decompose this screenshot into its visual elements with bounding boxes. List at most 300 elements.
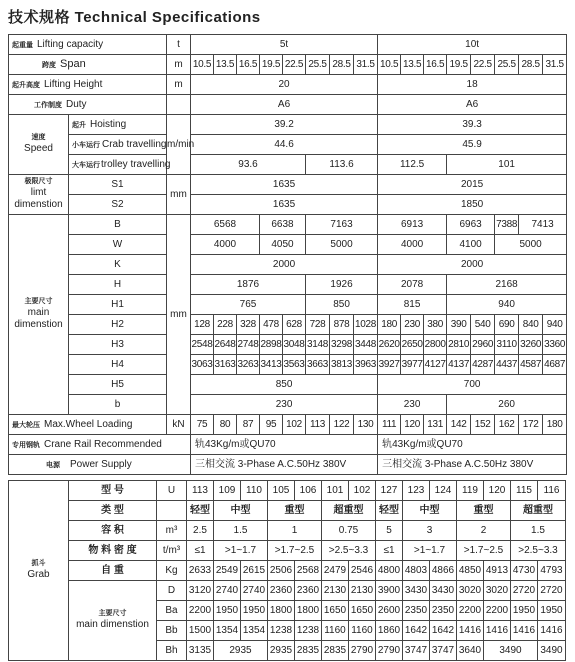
- table-cell: 116: [538, 481, 566, 501]
- table-cell: 2633: [187, 561, 214, 581]
- table-cell: 2200: [457, 601, 484, 621]
- table-cell: U: [157, 481, 187, 501]
- table-cell: b: [69, 395, 167, 415]
- table-cell: m: [167, 55, 191, 75]
- table-cell: 2960: [471, 335, 495, 355]
- table-cell: 4793: [538, 561, 566, 581]
- table-cell: 478: [260, 315, 283, 335]
- table-cell: Bb: [157, 621, 187, 641]
- table-cell: 轨43Kg/m或QU70: [191, 435, 378, 455]
- table-cell: 轻型: [376, 501, 403, 521]
- table-cell: 2648: [214, 335, 237, 355]
- table-cell: 2360: [268, 581, 295, 601]
- table-cell: 2620: [378, 335, 401, 355]
- table-cell: >1.7~2.5: [268, 541, 322, 561]
- table-cell: 3640: [457, 641, 484, 661]
- table-cell: 142: [447, 415, 471, 435]
- table-cell: 2790: [376, 641, 403, 661]
- table-cell: 80: [214, 415, 237, 435]
- table-cell: mm: [167, 175, 191, 215]
- table-cell: Ba: [157, 601, 187, 621]
- table-cell: 1238: [295, 621, 322, 641]
- cell-label: 大车运行: [72, 161, 100, 169]
- table-cell: 22.5: [283, 55, 306, 75]
- table-cell: 180: [378, 315, 401, 335]
- table-cell: t: [167, 35, 191, 55]
- table-cell: 162: [495, 415, 519, 435]
- table-cell: 1416: [511, 621, 538, 641]
- table-cell: 中型: [403, 501, 457, 521]
- table-cell: 2810: [447, 335, 471, 355]
- table-cell: 2720: [538, 581, 566, 601]
- table-cell: 6568: [191, 215, 260, 235]
- table-cell: 2000: [191, 255, 378, 275]
- table-cell: 2935: [268, 641, 295, 661]
- table-cell: 3900: [376, 581, 403, 601]
- table-cell: 超重型: [322, 501, 376, 521]
- table-cell: H1: [69, 295, 167, 315]
- table-cell: [9, 175, 69, 215]
- table-cell: 1876: [191, 275, 306, 295]
- table-cell: 1950: [241, 601, 268, 621]
- table-cell: 1650: [349, 601, 376, 621]
- table-cell: 5t: [191, 35, 378, 55]
- table-cell: 4100: [447, 235, 495, 255]
- table-cell: 13.5: [214, 55, 237, 75]
- table-cell: 13.5: [401, 55, 424, 75]
- table-cell: [9, 55, 167, 75]
- table-cell: 1500: [187, 621, 214, 641]
- table-cell: 122: [330, 415, 354, 435]
- table-cell: 1416: [538, 621, 566, 641]
- table-cell: 16.5: [237, 55, 260, 75]
- table-cell: 940: [543, 315, 567, 335]
- table-cell: >1~1.7: [403, 541, 457, 561]
- table-cell: 380: [424, 315, 447, 335]
- table-cell: 3490: [538, 641, 566, 661]
- table-cell: S1: [69, 175, 167, 195]
- table-cell: 22.5: [471, 55, 495, 75]
- table-cell: 172: [519, 415, 543, 435]
- table-cell: 878: [330, 315, 354, 335]
- table-cell: 2790: [349, 641, 376, 661]
- table-cell: 4800: [376, 561, 403, 581]
- table-cell: 4287: [471, 355, 495, 375]
- spec-table: [8, 34, 567, 475]
- table-cell: 109: [214, 481, 241, 501]
- cell-label: Speed: [24, 142, 53, 154]
- table-cell: 3927: [378, 355, 401, 375]
- table-cell: 6913: [378, 215, 447, 235]
- table-cell: 3977: [401, 355, 424, 375]
- table-cell: 2740: [241, 581, 268, 601]
- table-cell: 3490: [484, 641, 538, 661]
- cell-label: Span: [60, 58, 86, 70]
- table-cell: 7388: [495, 215, 519, 235]
- table-cell: 2600: [376, 601, 403, 621]
- table-cell: 10.5: [191, 55, 214, 75]
- table-cell: 3063: [191, 355, 214, 375]
- table-cell: 2.5: [187, 521, 214, 541]
- cell-label: 工作制度: [34, 101, 62, 109]
- table-cell: 230: [378, 395, 447, 415]
- grab-row-weight: [9, 561, 566, 581]
- table-cell: 1: [268, 521, 322, 541]
- table-cell: 4000: [191, 235, 260, 255]
- row-power-supply: [9, 455, 567, 475]
- table-cell: 1416: [484, 621, 511, 641]
- table-cell: 1800: [268, 601, 295, 621]
- table-cell: 6963: [447, 215, 495, 235]
- cell-label: 主要尺寸: [24, 298, 53, 306]
- row-h2: [9, 315, 567, 335]
- table-cell: 25.5: [306, 55, 330, 75]
- cell-label: 抓斗: [31, 560, 46, 568]
- table-cell: S2: [69, 195, 167, 215]
- table-cell: 3135: [187, 641, 214, 661]
- table-cell: A6: [378, 95, 567, 115]
- table-cell: 1650: [322, 601, 349, 621]
- table-cell: 7413: [519, 215, 567, 235]
- row-b: [9, 215, 567, 235]
- table-cell: 3663: [306, 355, 330, 375]
- table-cell: 2350: [403, 601, 430, 621]
- table-cell: 三相交流 3-Phase A.C.50Hz 380V: [378, 455, 567, 475]
- table-cell: 152: [471, 415, 495, 435]
- row-lifting-capacity: [9, 35, 567, 55]
- table-cell: 重型: [268, 501, 322, 521]
- table-cell: 28.5: [519, 55, 543, 75]
- table-cell: 2748: [237, 335, 260, 355]
- table-cell: 44.6: [191, 135, 378, 155]
- table-cell: m/min: [167, 115, 191, 175]
- table-cell: 765: [191, 295, 306, 315]
- table-cell: 127: [376, 481, 403, 501]
- table-cell: [9, 435, 191, 455]
- table-cell: A6: [191, 95, 378, 115]
- table-cell: 93.6: [191, 155, 306, 175]
- page-title: 技术规格 Technical Specifications: [8, 9, 261, 26]
- table-cell: 101: [447, 155, 567, 175]
- table-cell: 119: [457, 481, 484, 501]
- table-cell: kN: [167, 415, 191, 435]
- table-cell: [69, 115, 167, 135]
- table-cell: 2130: [349, 581, 376, 601]
- table-cell: 3430: [403, 581, 430, 601]
- row-small-b: [9, 395, 567, 415]
- table-cell: 类 型: [69, 501, 157, 521]
- table-cell: 2548: [191, 335, 214, 355]
- table-cell: 3360: [543, 335, 567, 355]
- cell-label: limt dimenstion: [14, 186, 63, 210]
- table-cell: 1926: [306, 275, 378, 295]
- table-cell: 230: [191, 395, 378, 415]
- table-cell: 3563: [283, 355, 306, 375]
- table-cell: 4730: [511, 561, 538, 581]
- table-cell: mm: [167, 215, 191, 415]
- table-cell: 3263: [237, 355, 260, 375]
- table-cell: 3148: [306, 335, 330, 355]
- table-cell: 1.5: [214, 521, 268, 541]
- table-cell: 4913: [484, 561, 511, 581]
- table-cell: 自 重: [69, 561, 157, 581]
- row-h4: [9, 355, 567, 375]
- cell-label: Hoisting: [90, 118, 127, 130]
- grab-row-density: [9, 541, 566, 561]
- table-cell: 1.5: [511, 521, 566, 541]
- table-cell: 2130: [322, 581, 349, 601]
- table-cell: [9, 115, 69, 175]
- grab-row-volume: [9, 521, 566, 541]
- table-cell: 三相交流 3-Phase A.C.50Hz 380V: [191, 455, 378, 475]
- table-cell: 2015: [378, 175, 567, 195]
- table-cell: 87: [237, 415, 260, 435]
- table-cell: 1160: [349, 621, 376, 641]
- table-cell: 28.5: [330, 55, 354, 75]
- table-cell: 1860: [376, 621, 403, 641]
- table-cell: 1238: [268, 621, 295, 641]
- table-cell: 1950: [538, 601, 566, 621]
- row-h3: [9, 335, 567, 355]
- cell-label: 电源: [46, 461, 60, 469]
- table-cell: 110: [241, 481, 268, 501]
- table-cell: 850: [191, 375, 378, 395]
- cell-label: 小车运行: [72, 141, 100, 149]
- table-cell: 840: [519, 315, 543, 335]
- table-cell: 1635: [191, 195, 378, 215]
- table-cell: 124: [430, 481, 457, 501]
- table-cell: 2078: [378, 275, 447, 295]
- table-cell: 超重型: [511, 501, 566, 521]
- table-cell: 25.5: [495, 55, 519, 75]
- table-cell: 2835: [295, 641, 322, 661]
- table-cell: 815: [378, 295, 447, 315]
- table-cell: Bh: [157, 641, 187, 661]
- table-cell: 1950: [511, 601, 538, 621]
- table-cell: 3260: [519, 335, 543, 355]
- cell-label: 主要尺寸: [98, 610, 127, 618]
- table-cell: 4000: [378, 235, 447, 255]
- table-cell: 1635: [191, 175, 378, 195]
- table-cell: 2000: [378, 255, 567, 275]
- cell-label: Grab: [27, 568, 50, 580]
- row-w: [9, 235, 567, 255]
- table-cell: 2568: [295, 561, 322, 581]
- table-cell: 690: [495, 315, 519, 335]
- table-cell: 95: [260, 415, 283, 435]
- cell-label: Duty: [66, 98, 87, 110]
- cell-label: 极限尺寸: [24, 178, 53, 186]
- table-cell: 4850: [457, 561, 484, 581]
- cell-label: 跨度: [42, 62, 56, 69]
- cell-label: 起升: [72, 121, 86, 129]
- table-cell: 45.9: [378, 135, 567, 155]
- table-cell: 101: [322, 481, 349, 501]
- table-cell: 2935: [214, 641, 268, 661]
- table-cell: 4866: [430, 561, 457, 581]
- table-cell: 3430: [430, 581, 457, 601]
- table-cell: 2350: [430, 601, 457, 621]
- cell-label: main dimenstion: [76, 618, 149, 630]
- table-cell: 轻型: [187, 501, 214, 521]
- table-cell: 3413: [260, 355, 283, 375]
- table-cell: H2: [69, 315, 167, 335]
- table-cell: 7163: [306, 215, 378, 235]
- table-cell: 3448: [354, 335, 378, 355]
- table-cell: >2.5~3.3: [322, 541, 376, 561]
- table-cell: 5000: [495, 235, 567, 255]
- table-cell: 1354: [214, 621, 241, 641]
- row-crane-rail: [9, 435, 567, 455]
- table-cell: 130: [354, 415, 378, 435]
- table-cell: 102: [283, 415, 306, 435]
- cell-label: Crane Rail Recommended: [44, 438, 162, 450]
- table-cell: 3963: [354, 355, 378, 375]
- table-cell: 39.2: [191, 115, 378, 135]
- table-cell: [9, 35, 167, 55]
- table-cell: 容 积: [69, 521, 157, 541]
- table-cell: H3: [69, 335, 167, 355]
- table-cell: [69, 135, 167, 155]
- table-cell: 3020: [484, 581, 511, 601]
- table-cell: >1~1.7: [214, 541, 268, 561]
- table-cell: 2200: [484, 601, 511, 621]
- table-cell: 20: [191, 75, 378, 95]
- table-cell: 3747: [430, 641, 457, 661]
- table-cell: 2898: [260, 335, 283, 355]
- table-cell: 2360: [295, 581, 322, 601]
- table-cell: 120: [484, 481, 511, 501]
- row-h1: [9, 295, 567, 315]
- table-cell: 131: [424, 415, 447, 435]
- table-cell: 31.5: [354, 55, 378, 75]
- table-cell: 3298: [330, 335, 354, 355]
- table-cell: 2549: [214, 561, 241, 581]
- table-cell: 31.5: [543, 55, 567, 75]
- table-cell: H4: [69, 355, 167, 375]
- table-cell: 2720: [511, 581, 538, 601]
- cell-label: 起升高度: [12, 81, 40, 89]
- table-cell: 1028: [354, 315, 378, 335]
- table-cell: 230: [401, 315, 424, 335]
- grab-row-d: [9, 581, 566, 601]
- table-cell: 2200: [187, 601, 214, 621]
- table-cell: 3163: [214, 355, 237, 375]
- cell-label: Lifting capacity: [37, 38, 104, 50]
- row-k: [9, 255, 567, 275]
- table-cell: t/m³: [157, 541, 187, 561]
- table-cell: 2615: [241, 561, 268, 581]
- row-h5: [9, 375, 567, 395]
- table-cell: 120: [401, 415, 424, 435]
- table-cell: 5: [376, 521, 403, 541]
- cell-label: Crab travelling: [102, 138, 167, 150]
- table-cell: [69, 581, 157, 661]
- table-cell: 3110: [495, 335, 519, 355]
- table-cell: 728: [306, 315, 330, 335]
- table-cell: B: [69, 215, 167, 235]
- table-cell: >2.5~3.3: [511, 541, 566, 561]
- table-cell: [9, 215, 69, 415]
- table-cell: 3747: [403, 641, 430, 661]
- table-cell: 700: [378, 375, 567, 395]
- table-cell: [9, 415, 167, 435]
- row-s2: [9, 195, 567, 215]
- table-cell: [9, 95, 167, 115]
- cell-label: 起重量: [12, 41, 33, 49]
- table-cell: 2: [457, 521, 511, 541]
- table-cell: 物 料 密 度: [69, 541, 157, 561]
- table-cell: 4687: [543, 355, 567, 375]
- table-cell: 4050: [260, 235, 306, 255]
- table-cell: K: [69, 255, 167, 275]
- table-cell: 2479: [322, 561, 349, 581]
- table-cell: 16.5: [424, 55, 447, 75]
- table-cell: 4437: [495, 355, 519, 375]
- row-crab-travelling: [9, 135, 567, 155]
- table-cell: 2650: [401, 335, 424, 355]
- table-cell: 228: [214, 315, 237, 335]
- table-cell: 重型: [457, 501, 511, 521]
- table-cell: ≤1: [376, 541, 403, 561]
- table-cell: 4587: [519, 355, 543, 375]
- table-cell: 1354: [241, 621, 268, 641]
- table-cell: 850: [306, 295, 378, 315]
- table-cell: 3020: [457, 581, 484, 601]
- table-cell: 111: [378, 415, 401, 435]
- table-cell: 115: [511, 481, 538, 501]
- table-cell: 18: [378, 75, 567, 95]
- table-cell: 128: [191, 315, 214, 335]
- row-duty: [9, 95, 567, 115]
- row-h: [9, 275, 567, 295]
- table-cell: 1160: [322, 621, 349, 641]
- table-cell: 2506: [268, 561, 295, 581]
- table-cell: 390: [447, 315, 471, 335]
- table-cell: 1416: [457, 621, 484, 641]
- row-hoisting: [9, 115, 567, 135]
- table-cell: 105: [268, 481, 295, 501]
- table-cell: 3120: [187, 581, 214, 601]
- table-cell: 112.5: [378, 155, 447, 175]
- table-cell: 中型: [214, 501, 268, 521]
- table-cell: 0.75: [322, 521, 376, 541]
- table-cell: H: [69, 275, 167, 295]
- table-cell: 1950: [214, 601, 241, 621]
- cell-label: trolley travelling: [101, 158, 171, 170]
- cell-label: Lifting Height: [44, 78, 103, 90]
- row-lifting-height: [9, 75, 567, 95]
- table-cell: 2835: [322, 641, 349, 661]
- table-cell: W: [69, 235, 167, 255]
- table-cell: m: [167, 75, 191, 95]
- table-cell: 113: [306, 415, 330, 435]
- table-cell: [69, 155, 171, 175]
- cell-label: 最大轮压: [12, 421, 40, 429]
- grab-row-type: [9, 501, 566, 521]
- table-cell: >1.7~2.5: [457, 541, 511, 561]
- table-cell: 4137: [447, 355, 471, 375]
- cell-label: Max.Wheel Loading: [44, 418, 133, 430]
- table-cell: 328: [237, 315, 260, 335]
- table-cell: 260: [447, 395, 567, 415]
- table-cell: 4127: [424, 355, 447, 375]
- table-cell: 2546: [349, 561, 376, 581]
- cell-label: main dimenstion: [14, 306, 63, 330]
- table-cell: 3048: [283, 335, 306, 355]
- table-cell: 113.6: [306, 155, 378, 175]
- table-cell: [167, 95, 191, 115]
